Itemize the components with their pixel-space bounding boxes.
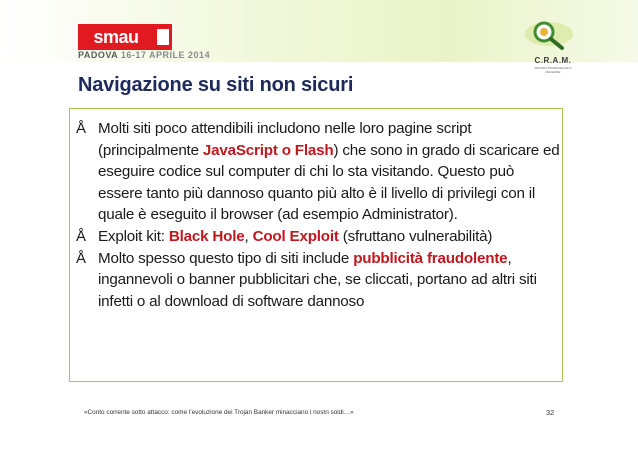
event-city: PADOVA (78, 50, 118, 60)
smau-logo-text: smau (93, 27, 139, 47)
event-info (78, 50, 210, 60)
bullet-text: , (244, 227, 253, 245)
bullet-list (74, 118, 560, 312)
page-number: 32 (546, 408, 555, 417)
bullet-item (74, 248, 560, 313)
bullet-glyph: Å (76, 120, 86, 137)
highlight-text: JavaScript o Flash (202, 141, 334, 159)
bullet-glyph: Å (76, 227, 86, 245)
bullet-glyph: Å (76, 249, 86, 267)
page-title: Navigazione su siti non sicuri (78, 74, 354, 96)
cram-logo-title: C.R.A.M. (534, 56, 572, 65)
smau-logo (78, 24, 172, 50)
highlight-text: Cool Exploit (252, 227, 339, 245)
bullet-text: ) che sono in grado di scaricare ed eseguire codice sul computer di chi lo sta visitando. Questo può essere tanto più dannoso quanto più alto è il livello di privilegi con il quale è eseguito il browser (ad esempio Administrator). (98, 141, 560, 224)
smau-logo-square (157, 29, 169, 45)
bullet-text: (sfruttano vulnerabilità) (338, 227, 493, 245)
bullet-item (74, 118, 560, 226)
bullet-text: Molto spesso questo tipo di siti include (98, 249, 354, 267)
event-dates: 16-17 APRILE 2014 (120, 50, 211, 60)
bullet-text: Exploit kit: (98, 227, 169, 245)
bullet-text: , ingannevoli o banner pubblicitari che, se cliccati, portano ad altri siti infetti o al download di software dannoso (98, 249, 537, 310)
footer-text: «Conto corrente sotto attacco: come l’evoluzione dei Trojan Banker minacciano i nostri soldi…» (84, 409, 354, 416)
bullet-item (74, 226, 560, 248)
highlight-text: pubblicità fraudolente (353, 249, 508, 267)
cram-logo-subtitle: CENTRO RICERCHE ANTI-MALWARE (534, 66, 572, 74)
highlight-text: Black Hole (168, 227, 245, 245)
bullet-text: Molti siti poco attendibili includono nelle loro pagine script (principalmente (98, 120, 472, 159)
